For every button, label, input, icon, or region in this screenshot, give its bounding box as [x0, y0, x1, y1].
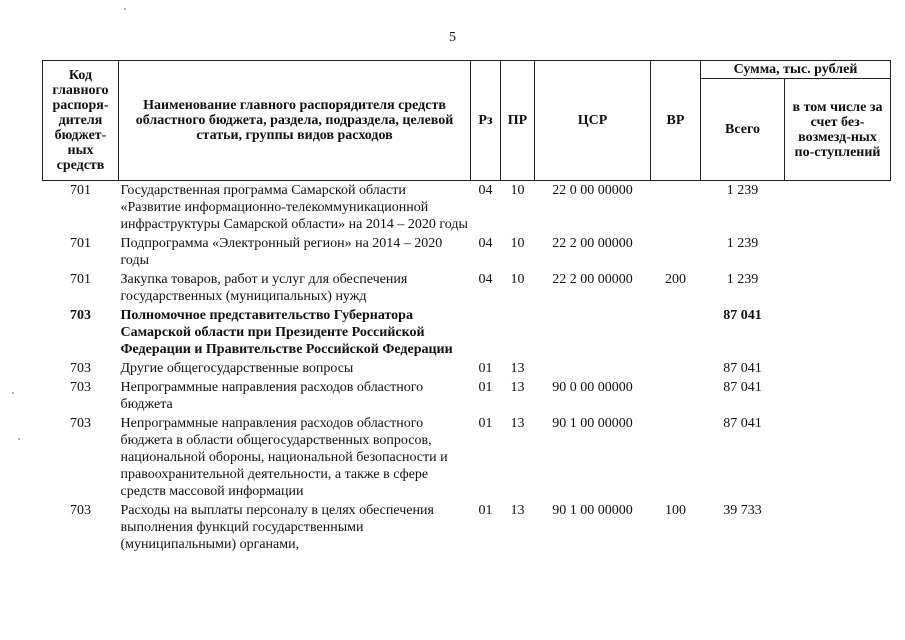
cell-vr	[651, 306, 701, 359]
cell-rz: 04	[478, 236, 493, 251]
header-total: Всего	[701, 79, 785, 181]
cell-name: Закупка товаров, работ и услуг для обеспечения государственных (муниципальных) нужд	[120, 272, 408, 304]
cell-vr	[651, 378, 701, 414]
header-sum: Сумма, тыс. рублей	[701, 61, 891, 79]
cell-pr: 13	[510, 380, 525, 395]
cell-gratis	[785, 234, 891, 270]
cell-csr: 90 1 00 00000	[552, 503, 633, 518]
cell-csr: 22 0 00 00000	[552, 183, 633, 198]
cell-gratis	[785, 359, 891, 378]
table-row	[43, 378, 891, 414]
cell-gratis	[785, 181, 891, 235]
header-gratis: в том числе за счет без-возмезд-ных по-ступлений	[785, 79, 891, 181]
table-row	[43, 270, 891, 306]
cell-rz	[471, 306, 501, 359]
cell-name: Непрограммные направления расходов областного бюджета в области общегосударственных вопросов, национальной обороны, национальной безопасности и правоохранительной деятельности, а также в сфере средств массовой информации	[120, 416, 448, 499]
cell-code: 703	[70, 380, 91, 395]
cell-gratis	[785, 270, 891, 306]
scan-speck	[124, 8, 126, 10]
cell-rz: 01	[478, 503, 493, 518]
table-body	[43, 181, 891, 555]
cell-rz: 01	[478, 361, 493, 376]
table-row	[43, 414, 891, 501]
cell-code: 703	[70, 361, 91, 376]
cell-total: 87 041	[723, 416, 762, 431]
cell-name: Непрограммные направления расходов областного бюджета	[120, 380, 424, 412]
header-vr: ВР	[651, 61, 701, 181]
header-csr: ЦСР	[535, 61, 651, 181]
page-number: 5	[449, 30, 456, 45]
cell-pr: 13	[510, 503, 525, 518]
table-row	[43, 234, 891, 270]
cell-code: 703	[70, 308, 91, 323]
table-row	[43, 501, 891, 554]
cell-rz: 04	[478, 183, 493, 198]
cell-pr: 10	[510, 183, 525, 198]
cell-code: 703	[70, 416, 91, 431]
cell-total: 87 041	[723, 380, 762, 395]
cell-name: Государственная программа Самарской области «Развитие информационно-телекоммуникационной инфраструктуры Самарской области» на 2014 – 2020 годы	[120, 183, 468, 232]
cell-total: 1 239	[726, 272, 759, 287]
cell-vr	[651, 414, 701, 501]
cell-code: 703	[70, 503, 91, 518]
cell-vr	[651, 359, 701, 378]
cell-gratis	[785, 306, 891, 359]
cell-gratis	[785, 414, 891, 501]
table-header	[43, 61, 891, 181]
scan-speck	[12, 392, 14, 394]
cell-code: 701	[70, 183, 91, 198]
cell-rz: 01	[478, 380, 493, 395]
cell-csr	[535, 306, 651, 359]
cell-gratis	[785, 501, 891, 554]
cell-total: 39 733	[723, 503, 762, 518]
cell-rz: 04	[478, 272, 493, 287]
cell-vr: 200	[665, 272, 686, 287]
cell-code: 701	[70, 236, 91, 251]
budget-table	[42, 60, 891, 554]
cell-pr: 10	[510, 272, 525, 287]
cell-pr: 13	[510, 416, 525, 431]
cell-vr: 100	[665, 503, 686, 518]
cell-total: 87 041	[723, 308, 762, 323]
cell-name: Полномочное представительство Губернатора Самарской области при Президенте Российской Федерации и Правительстве Российской Федерации	[120, 308, 453, 357]
cell-csr: 90 1 00 00000	[552, 416, 633, 431]
cell-pr: 13	[510, 361, 525, 376]
header-rz: Рз	[471, 61, 501, 181]
table-row	[43, 181, 891, 235]
cell-csr: 22 2 00 00000	[552, 236, 633, 251]
cell-rz: 01	[478, 416, 493, 431]
cell-csr: 22 2 00 00000	[552, 272, 633, 287]
cell-name: Подпрограмма «Электронный регион» на 2014 – 2020 годы	[120, 236, 443, 268]
cell-name: Расходы на выплаты персоналу в целях обеспечения выполнения функций государственными (муниципальными) органами,	[120, 503, 434, 552]
cell-gratis	[785, 378, 891, 414]
cell-code: 701	[70, 272, 91, 287]
cell-total: 87 041	[723, 361, 762, 376]
scan-speck	[18, 438, 20, 440]
header-pr: ПР	[501, 61, 535, 181]
cell-total: 1 239	[726, 236, 759, 251]
cell-pr	[501, 306, 535, 359]
table-row	[43, 359, 891, 378]
table-row	[43, 306, 891, 359]
cell-csr: 90 0 00 00000	[552, 380, 633, 395]
cell-pr: 10	[510, 236, 525, 251]
cell-name: Другие общегосударственные вопросы	[120, 361, 354, 376]
cell-vr	[651, 181, 701, 235]
cell-total: 1 239	[726, 183, 759, 198]
cell-vr	[651, 234, 701, 270]
cell-csr	[535, 359, 651, 378]
header-code: Код главного распоря-дителя бюджет-ных средств	[43, 61, 119, 181]
header-name: Наименование главного распорядителя средств областного бюджета, раздела, подраздела, целевой статьи, группы видов расходов	[119, 61, 471, 181]
